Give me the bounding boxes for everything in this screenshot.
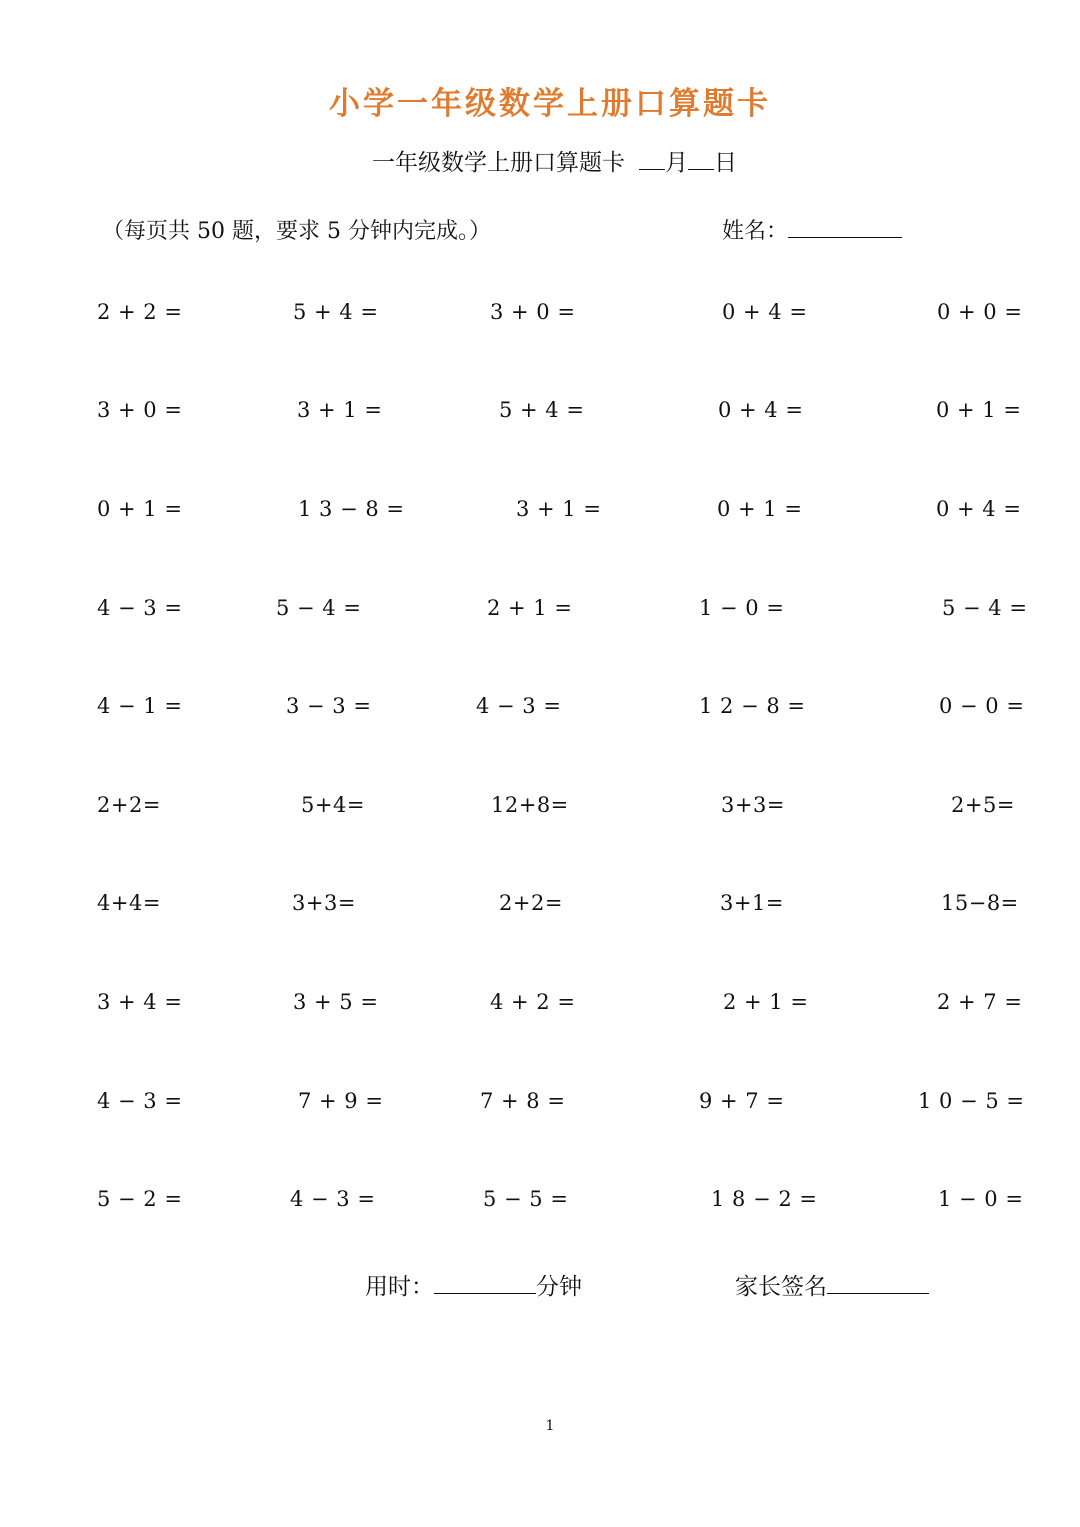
problem-r1-c3: 3 + 0 = [490,300,576,324]
problem-r9-c4: 9 + 7 = [699,1089,785,1113]
day-label: 日 [714,150,737,176]
time-label: 用时： [365,1274,434,1300]
problem-r4-c5: 5 − 4 = [942,596,1028,620]
subtitle-text: 一年级数学上册口算题卡 [372,150,625,176]
problem-r6-c3: 12+8= [491,793,569,817]
parent-signature-field [735,1268,929,1301]
problem-r7-c1: 4+4= [97,891,161,915]
problem-r1-c1: 2 + 2 = [97,300,183,324]
time-unit: 分钟 [536,1274,582,1300]
month-label: 月 [665,150,688,176]
problem-r9-c1: 4 − 3 = [97,1089,183,1113]
problem-r3-c3: 3 + 1 = [516,497,602,521]
problem-r6-c5: 2+5= [951,793,1015,817]
parent-sign-blank[interactable] [827,1273,929,1294]
problem-r8-c2: 3 + 5 = [293,990,379,1014]
problem-r7-c5: 15−8= [941,891,1019,915]
problem-r7-c4: 3+1= [720,891,784,915]
problem-r5-c2: 3 − 3 = [286,694,372,718]
problem-r9-c2: 7 + 9 = [298,1089,384,1113]
problem-r2-c3: 5 + 4 = [499,398,585,422]
problem-r6-c4: 3+3= [721,793,785,817]
instruction-note: （每页共 50 题，要求 5 分钟内完成。） [102,219,491,244]
problem-r8-c5: 2 + 7 = [937,990,1023,1014]
problem-r2-c2: 3 + 1 = [297,398,383,422]
problem-r5-c4: 1 2 − 8 = [699,694,806,718]
problem-r3-c1: 0 + 1 = [97,497,183,521]
problem-r5-c3: 4 − 3 = [476,694,562,718]
day-blank[interactable] [688,149,714,170]
time-blank[interactable] [434,1273,536,1294]
problem-r2-c5: 0 + 1 = [936,398,1022,422]
parent-sign-label: 家长签名 [735,1274,827,1300]
problem-r10-c1: 5 − 2 = [97,1187,183,1211]
worksheet-title: 小学一年级数学上册口算题卡 [329,86,771,122]
name-label: 姓名： [722,219,789,244]
problem-r6-c2: 5+4= [301,793,365,817]
worksheet-subtitle [372,144,737,177]
problem-r1-c4: 0 + 4 = [722,300,808,324]
problem-r3-c5: 0 + 4 = [936,497,1022,521]
month-blank[interactable] [639,149,665,170]
problem-r5-c1: 4 − 1 = [97,694,183,718]
problem-r1-c2: 5 + 4 = [293,300,379,324]
time-used-field [365,1268,582,1301]
problem-r4-c2: 5 − 4 = [276,596,362,620]
problem-r3-c2: 1 3 − 8 = [298,497,405,521]
problem-r3-c4: 0 + 1 = [717,497,803,521]
name-field [722,214,902,245]
problem-r10-c5: 1 − 0 = [938,1187,1024,1211]
problem-r10-c4: 1 8 − 2 = [711,1187,818,1211]
page-number: 1 [545,1418,555,1434]
problem-r7-c2: 3+3= [292,891,356,915]
problem-r10-c3: 5 − 5 = [483,1187,569,1211]
problem-r2-c4: 0 + 4 = [718,398,804,422]
problem-r9-c3: 7 + 8 = [480,1089,566,1113]
name-blank[interactable] [788,217,902,238]
problem-r4-c1: 4 − 3 = [97,596,183,620]
problem-r5-c5: 0 − 0 = [939,694,1025,718]
problem-r8-c1: 3 + 4 = [97,990,183,1014]
problem-r6-c1: 2+2= [97,793,161,817]
problem-r8-c3: 4 + 2 = [490,990,576,1014]
problem-r8-c4: 2 + 1 = [723,990,809,1014]
problem-r4-c3: 2 + 1 = [487,596,573,620]
problem-r1-c5: 0 + 0 = [937,300,1023,324]
problem-r10-c2: 4 − 3 = [290,1187,376,1211]
problem-r2-c1: 3 + 0 = [97,398,183,422]
problem-r4-c4: 1 − 0 = [699,596,785,620]
problem-r7-c3: 2+2= [499,891,563,915]
problem-r9-c5: 1 0 − 5 = [918,1089,1025,1113]
